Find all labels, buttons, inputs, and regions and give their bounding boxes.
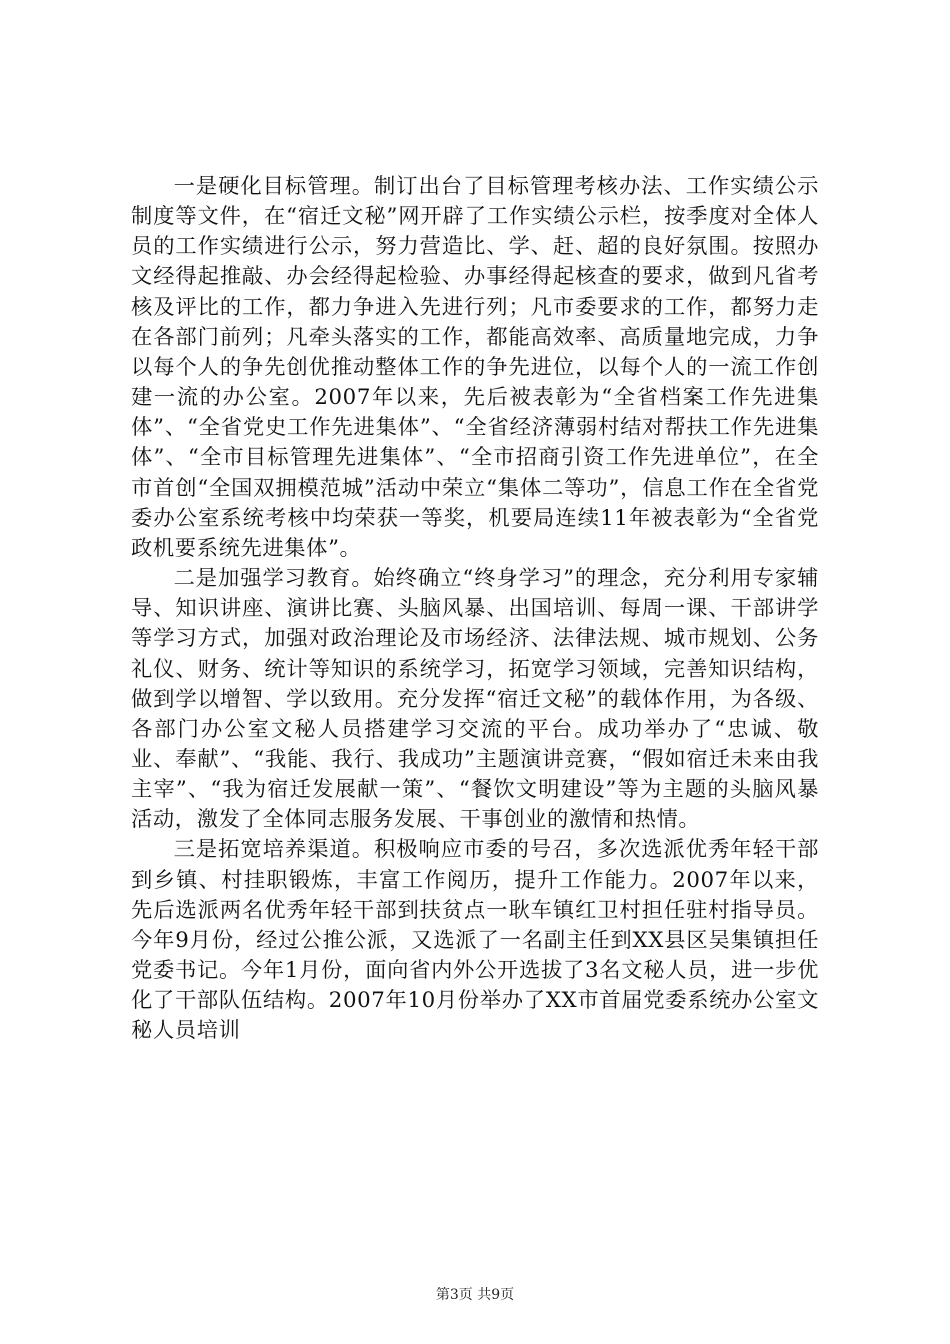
document-body bbox=[131, 172, 819, 1047]
paragraph-3: 三是拓宽培养渠道。积极响应市委的号召，多次选派优秀年轻干部到乡镇、村挂职锻炼，丰富工作阅历，提升工作能力。2007年以来，先后选派两名优秀年轻干部到扶贫点一耿车镇红卫村担任驻村指导员。今年9月份，经过公推公派，又选派了一名副主任到XX县区吴集镇担任党委书记。今年1月份，面向省内外公开选拔了3名文秘人员，进一步优化了干部队伍结构。2007年10月份举办了XX市首届党委系统办公室文秘人员培训 bbox=[131, 837, 819, 1044]
paragraph-1: 一是硬化目标管理。制订出台了目标管理考核办法、工作实绩公示制度等文件，在“宿迁文秘”网开辟了工作实绩公示栏，按季度对全体人员的工作实绩进行公示，努力营造比、学、赶、超的良好氛围。按照办文经得起推敲、办会经得起检验、办事经得起核查的要求，做到凡省考核及评比的工作，都力争进入先进行列；凡市委要求的工作，都努力走在各部门前列；凡牵头落实的工作，都能高效率、高质量地完成，力争以每个人的争先创优推动整体工作的争先进位，以每个人的一流工作创建一流的办公室。2007年以来，先后被表彰为“全省档案工作先进集体”、“全省党史工作先进集体”、“全省经济薄弱村结对帮扶工作先进集体”、“全市目标管理先进集体”、“全市招商引资工作先进单位”，在全市首创“全国双拥模范城”活动中荣立“集体二等功”，信息工作在全省党委办公室系统考核中均荣获一等奖，机要局连续11年被表彰为“全省党政机要系统先进集体”。 bbox=[131, 174, 819, 561]
paragraph-2: 二是加强学习教育。始终确立“终身学习”的理念，充分利用专家辅导、知识讲座、演讲比赛、头脑风暴、出国培训、每周一课、干部讲学等学习方式，加强对政治理论及市场经济、法律法规、城市规划、公务礼仪、财务、统计等知识的系统学习，拓宽学习领域，完善知识结构，做到学以增智、学以致用。充分发挥“宿迁文秘”的载体作用，为各级、各部门办公室文秘人员搭建学习交流的平台。成功举办了“忠诚、敬业、奉献”、“我能、我行、我成功”主题演讲竞赛，“假如宿迁未来由我主宰”、“我为宿迁发展献一策”、“餐饮文明建设”等为主题的头脑风暴活动，激发了全体同志服务发展、干事创业的激情和热情。 bbox=[131, 566, 819, 833]
page-footer: 第3页 共9页 bbox=[435, 1287, 515, 1303]
